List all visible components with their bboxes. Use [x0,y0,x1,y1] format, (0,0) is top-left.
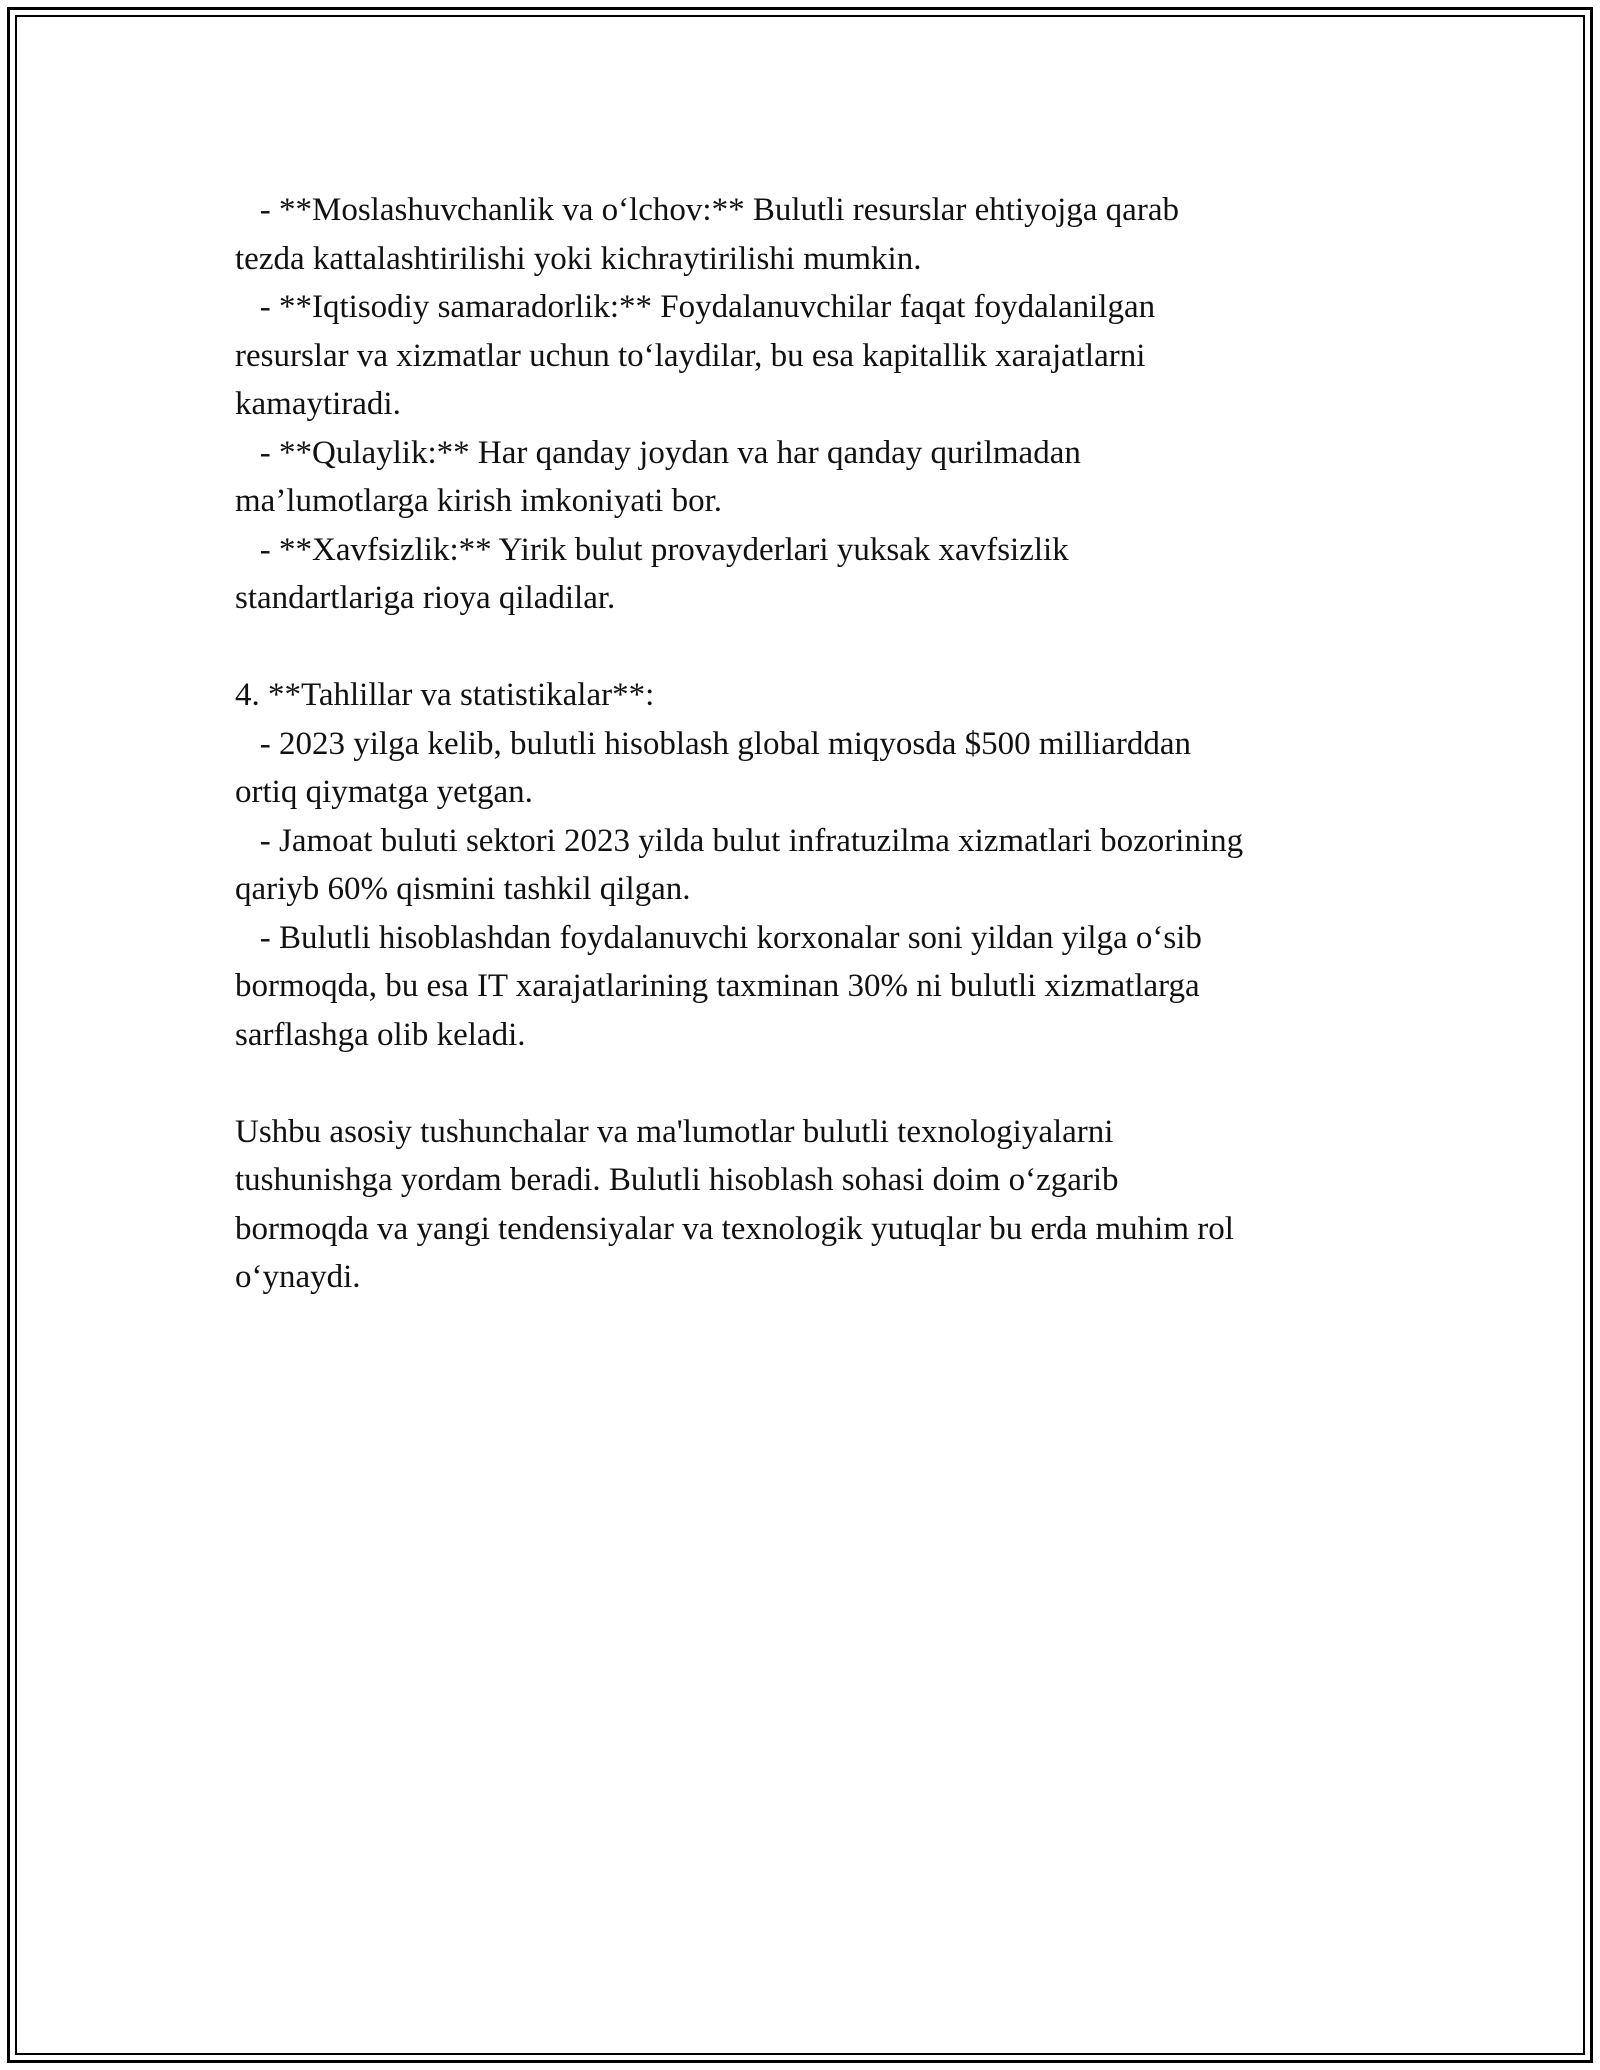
document-body [235,186,1385,1302]
blank-line [235,623,1385,672]
text-line: - **Iqtisodiy samaradorlik:** Foydalanuvchilar faqat foydalanilgan [235,289,1156,325]
text-line: bormoqda, bu esa IT xarajatlarining taxminan 30% ni bulutli xizmatlarga [235,968,1200,1004]
text-line: - **Moslashuvchanlik va o‘lchov:** Bulutli resurslar ehtiyojga qarab [235,192,1179,228]
text-line: tezda kattalashtirilishi yoki kichraytirilishi mumkin. [235,240,922,277]
text-line: kamaytiradi. [235,386,401,422]
text-line: - **Qulaylik:** Har qanday joydan va har qanday qurilmadan [235,434,1081,471]
text-line: sarflashga olib keladi. [235,1016,526,1053]
text-line: ortiq qiymatga yetgan. [235,774,533,810]
text-line: - **Xavfsizlik:** Yirik bulut provayderlari yuksak xavfsizlik [235,531,1069,568]
text-line: bormoqda va yangi tendensiyalar va texnologik yutuqlar bu erda muhim rol [235,1210,1234,1247]
text-line: qariyb 60% qismini tashkil qilgan. [235,871,691,907]
text-line: ma’lumotlarga kirish imkoniyati bor. [235,483,722,519]
text-line: resurslar va xizmatlar uchun to‘laydilar, bu esa kapitallik xarajatlarni [235,337,1146,374]
text-line: standartlariga rioya qiladilar. [235,580,616,616]
text-line: - Bulutli hisoblashdan foydalanuvchi korxonalar soni yildan yilga o‘sib [235,919,1202,956]
text-line: - 2023 yilga kelib, bulutli hisoblash global miqyosda $500 milliarddan [235,725,1191,762]
section-heading: 4. **Tahlillar va statistikalar**: [235,677,655,713]
text-line: - Jamoat buluti sektori 2023 yilda bulut infratuzilma xizmatlari bozorining [235,822,1244,859]
blank-line [235,1059,1385,1108]
text-line: o‘ynaydi. [235,1259,361,1295]
text-line: tushunishga yordam beradi. Bulutli hisoblash sohasi doim o‘zgarib [235,1162,1119,1198]
text-line: Ushbu asosiy tushunchalar va ma'lumotlar bulutli texnologiyalarni [235,1113,1114,1150]
